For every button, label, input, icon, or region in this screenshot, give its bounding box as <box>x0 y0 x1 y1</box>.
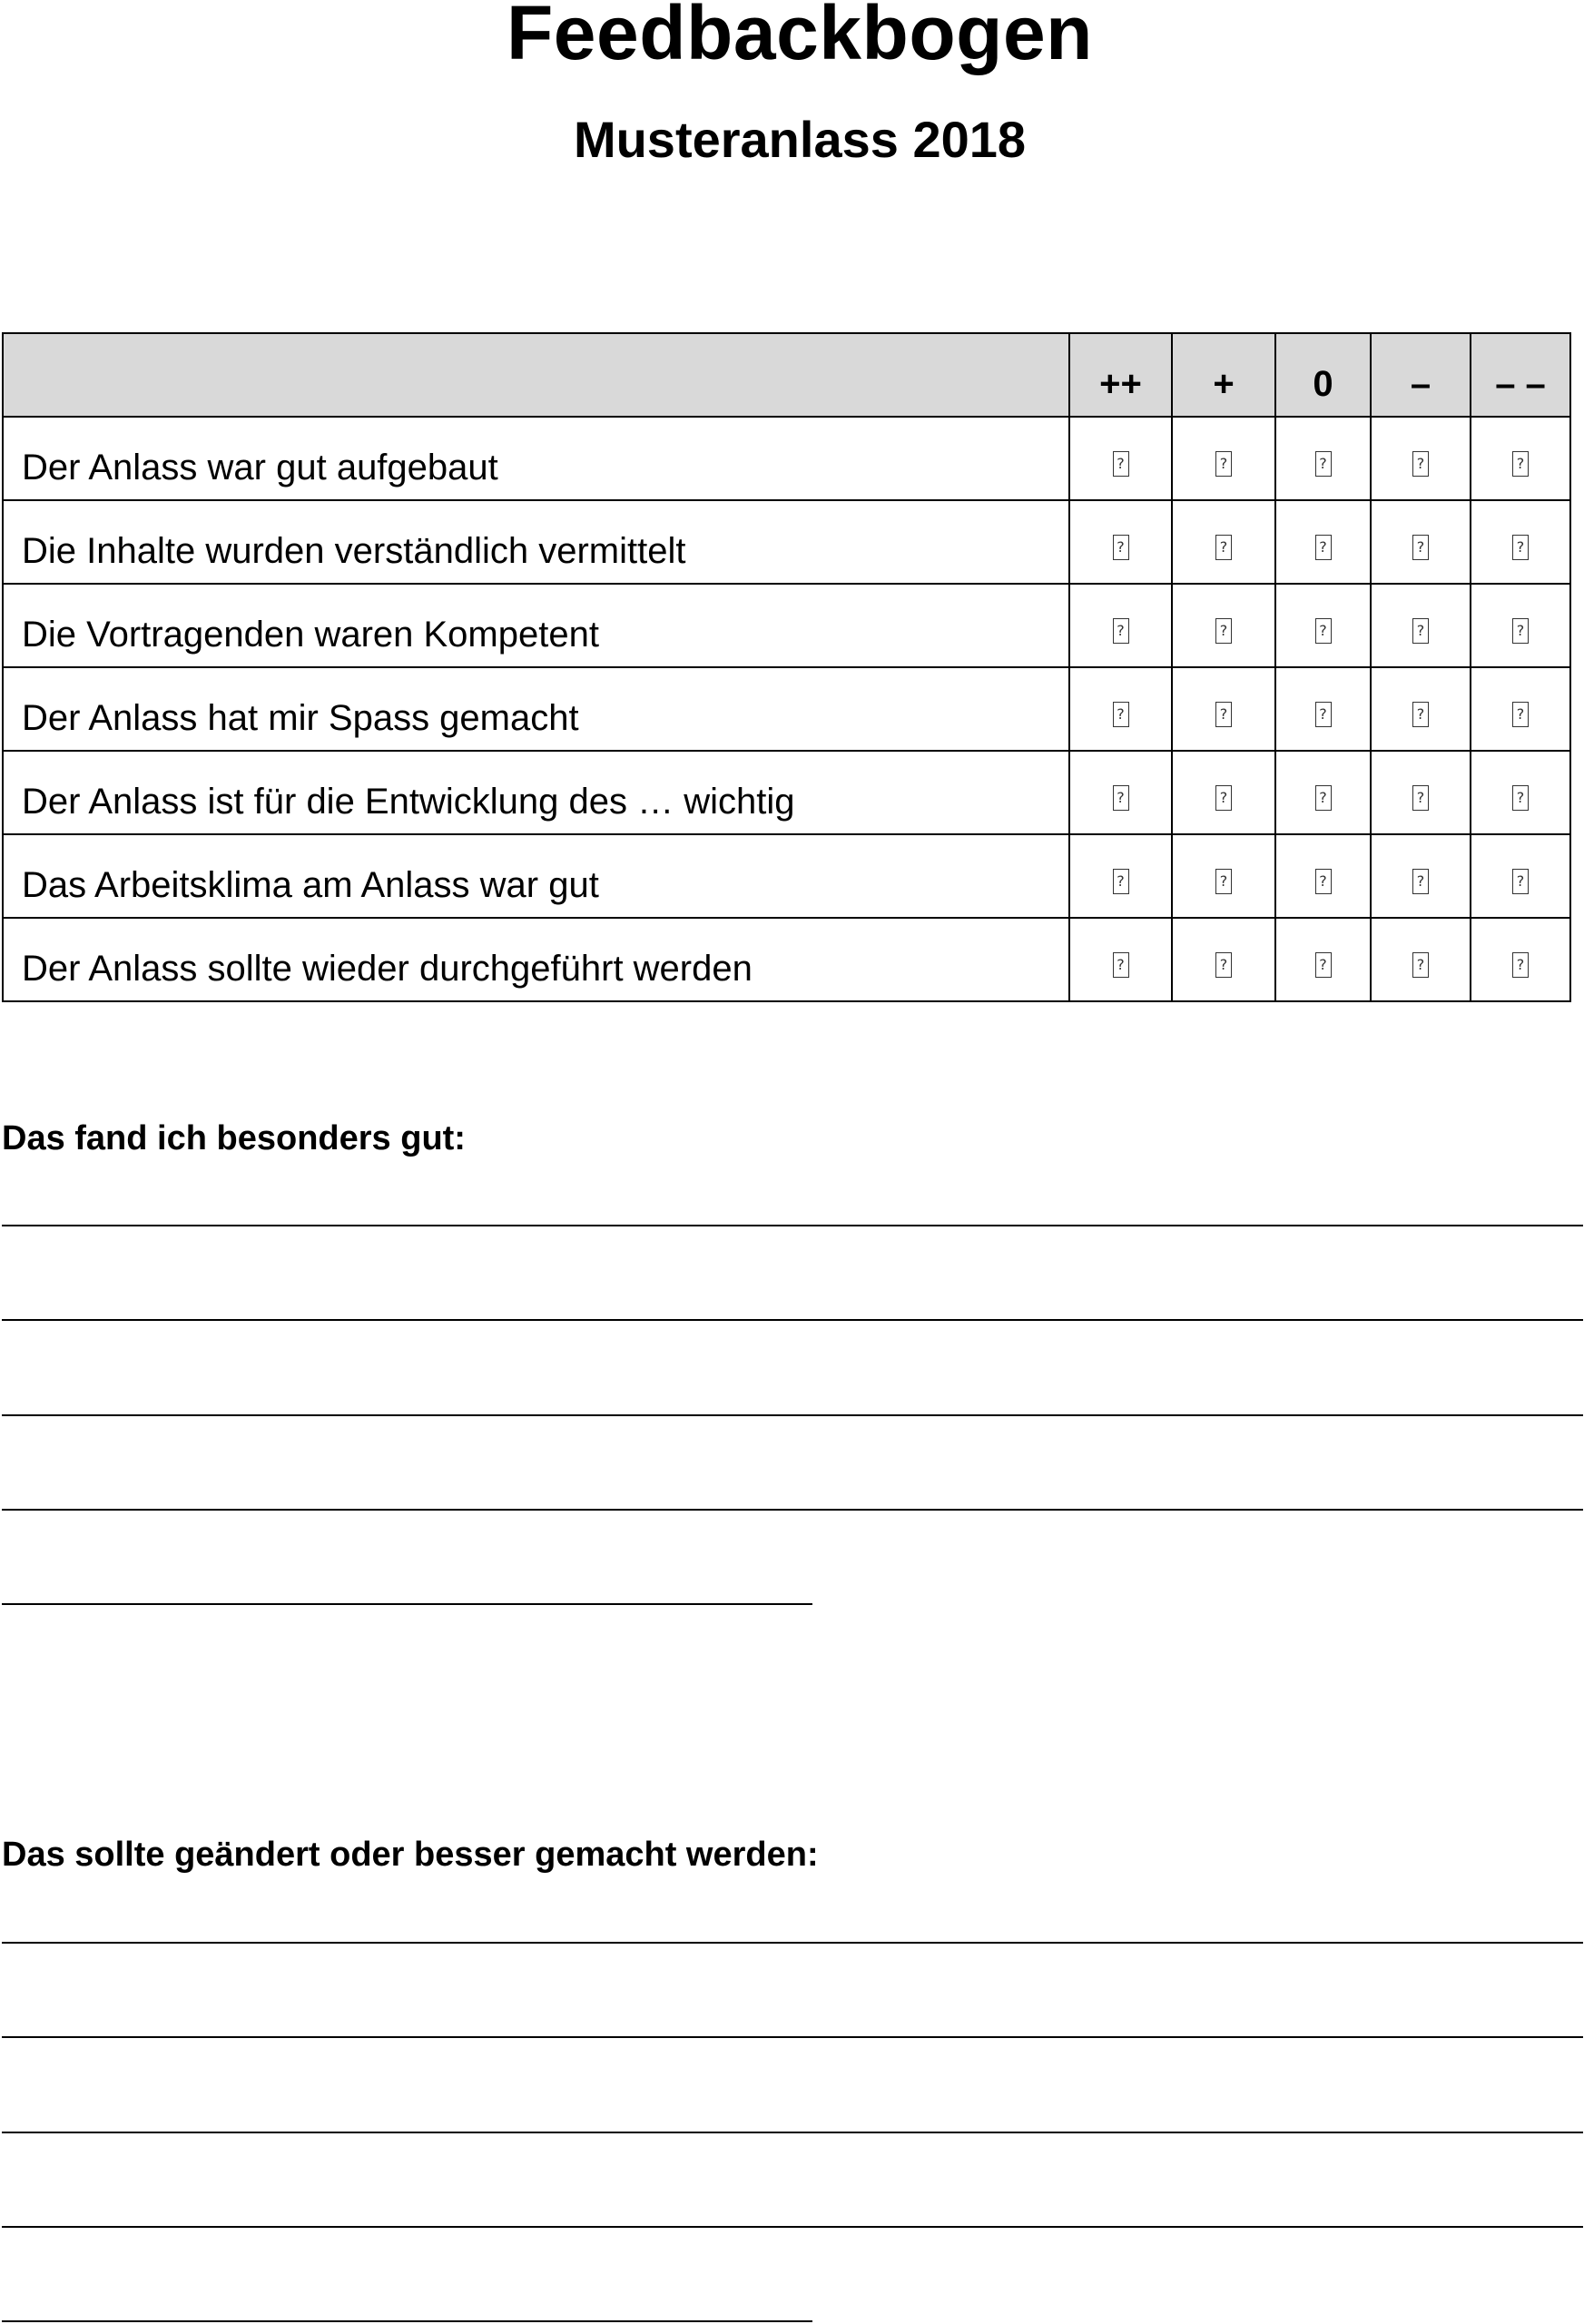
table-row <box>3 918 1570 1001</box>
rating-checkbox[interactable]: ? <box>1215 952 1232 978</box>
statement-label: Der Anlass sollte wieder durchgeführt werden <box>3 918 1069 1001</box>
statement-label: Der Anlass hat mir Spass gemacht <box>3 667 1069 751</box>
rating-checkbox[interactable]: ? <box>1315 451 1332 477</box>
rating-checkbox[interactable]: ? <box>1512 785 1529 811</box>
rating-checkbox[interactable]: ? <box>1512 535 1529 560</box>
rating-checkbox[interactable]: ? <box>1315 535 1332 560</box>
rating-checkbox[interactable]: ? <box>1412 702 1429 727</box>
table-row <box>3 667 1570 751</box>
rating-checkbox[interactable]: ? <box>1512 952 1529 978</box>
writing-line[interactable] <box>2 1225 1583 1226</box>
rating-checkbox[interactable]: ? <box>1315 618 1332 644</box>
rating-checkbox[interactable]: ? <box>1315 785 1332 811</box>
header-rating: 0 <box>1275 333 1371 417</box>
statement-label: Das Arbeitsklima am Anlass war gut <box>3 834 1069 918</box>
rating-checkbox[interactable]: ? <box>1215 702 1232 727</box>
rating-checkbox[interactable]: ? <box>1215 451 1232 477</box>
writing-line[interactable] <box>2 1603 812 1605</box>
rating-checkbox[interactable]: ? <box>1215 785 1232 811</box>
feedback-table <box>2 332 1571 1002</box>
rating-checkbox[interactable]: ? <box>1113 869 1129 894</box>
rating-checkbox[interactable]: ? <box>1113 785 1129 811</box>
table-row <box>3 500 1570 584</box>
rating-checkbox[interactable]: ? <box>1412 869 1429 894</box>
page-title: Feedbackbogen <box>507 0 1093 75</box>
rating-checkbox[interactable]: ? <box>1412 952 1429 978</box>
writing-line[interactable] <box>2 1319 1583 1321</box>
writing-line[interactable] <box>2 2132 1583 2133</box>
table-row <box>3 417 1570 500</box>
rating-checkbox[interactable]: ? <box>1113 535 1129 560</box>
writing-line[interactable] <box>2 2320 812 2322</box>
rating-checkbox[interactable]: ? <box>1113 952 1129 978</box>
section-improve-label: Das sollte geändert oder besser gemacht werden: <box>2 1836 819 1874</box>
header-rating: – – <box>1471 333 1570 417</box>
writing-line[interactable] <box>2 1942 1583 1944</box>
section-positive-label: Das fand ich besonders gut: <box>2 1119 466 1157</box>
writing-line[interactable] <box>2 1414 1583 1416</box>
page-subtitle: Musteranlass 2018 <box>573 111 1027 168</box>
rating-checkbox[interactable]: ? <box>1315 869 1332 894</box>
rating-checkbox[interactable]: ? <box>1315 952 1332 978</box>
rating-checkbox[interactable]: ? <box>1412 535 1429 560</box>
rating-checkbox[interactable]: ? <box>1215 618 1232 644</box>
rating-checkbox[interactable]: ? <box>1113 618 1129 644</box>
writing-line[interactable] <box>2 2036 1583 2038</box>
header-statement <box>3 333 1069 417</box>
rating-checkbox[interactable]: ? <box>1215 869 1232 894</box>
rating-checkbox[interactable]: ? <box>1512 702 1529 727</box>
header-rating: + <box>1172 333 1275 417</box>
rating-checkbox[interactable]: ? <box>1412 451 1429 477</box>
rating-checkbox[interactable]: ? <box>1315 702 1332 727</box>
rating-checkbox[interactable]: ? <box>1215 535 1232 560</box>
rating-checkbox[interactable]: ? <box>1113 451 1129 477</box>
rating-checkbox[interactable]: ? <box>1412 785 1429 811</box>
statement-label: Der Anlass ist für die Entwicklung des … wichtig <box>3 751 1069 834</box>
table-row <box>3 834 1570 918</box>
statement-label: Die Inhalte wurden verständlich vermittelt <box>3 500 1069 584</box>
rating-checkbox[interactable]: ? <box>1512 451 1529 477</box>
header-rating: – <box>1371 333 1471 417</box>
statement-label: Die Vortragenden waren Kompetent <box>3 584 1069 667</box>
writing-line[interactable] <box>2 1509 1583 1511</box>
rating-checkbox[interactable]: ? <box>1412 618 1429 644</box>
rating-checkbox[interactable]: ? <box>1113 702 1129 727</box>
header-rating: ++ <box>1069 333 1172 417</box>
statement-label: Der Anlass war gut aufgebaut <box>3 417 1069 500</box>
writing-line[interactable] <box>2 2226 1583 2228</box>
rating-checkbox[interactable]: ? <box>1512 869 1529 894</box>
table-row <box>3 584 1570 667</box>
table-header-row <box>3 333 1570 417</box>
table-row <box>3 751 1570 834</box>
rating-checkbox[interactable]: ? <box>1512 618 1529 644</box>
